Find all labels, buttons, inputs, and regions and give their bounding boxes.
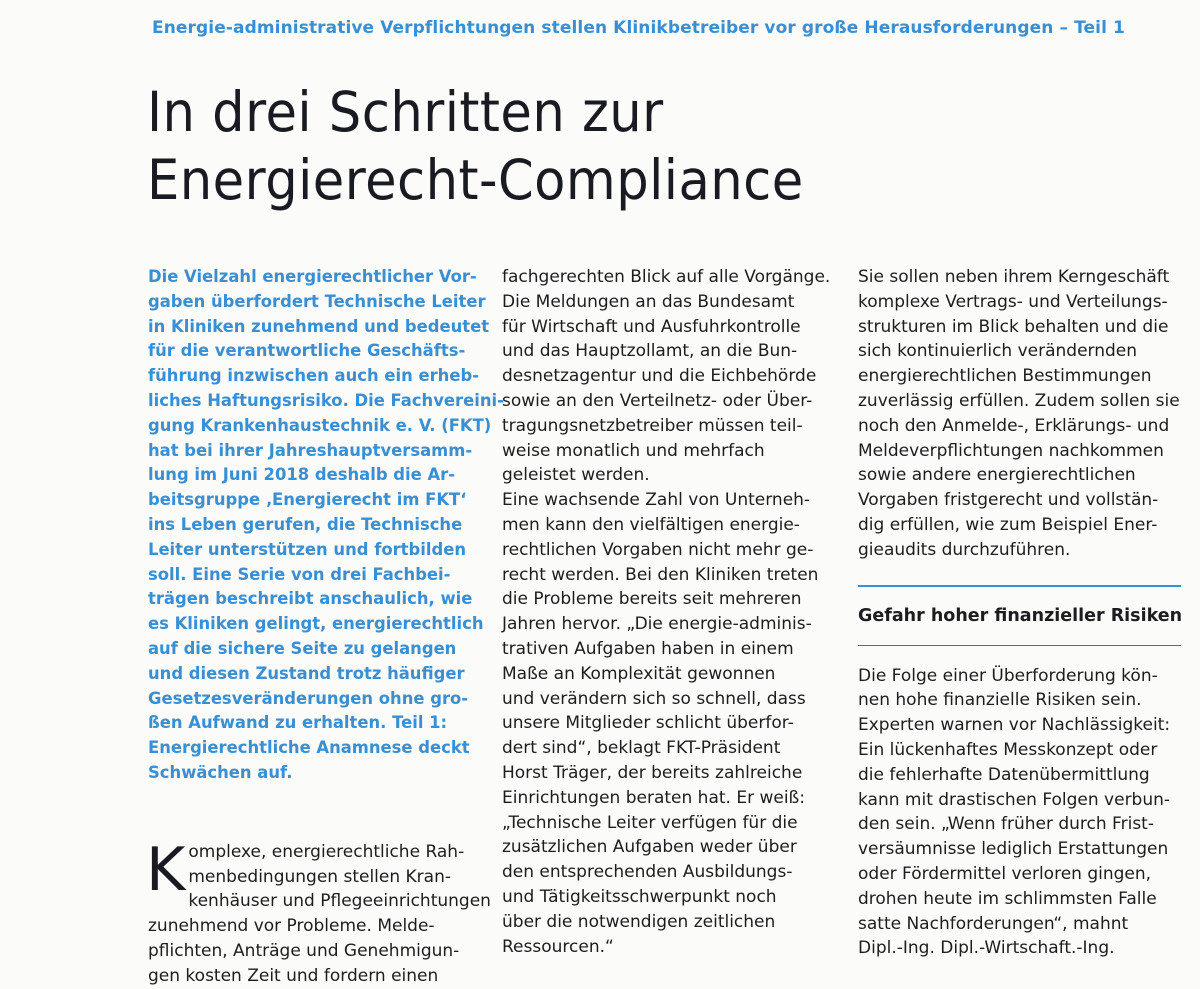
body-line: kann mit drastischen Folgen verbun- — [858, 789, 1171, 810]
body-line: nen hohe finanzielle Risiken sein. — [858, 690, 1142, 711]
body-line: den sein. „Wenn früher durch Frist- — [858, 814, 1154, 835]
body-line: gen kosten Zeit und fordern einen — [148, 965, 439, 986]
body-line: geleistet werden. — [502, 465, 650, 486]
body-line: zusätzlichen Aufgaben weder über — [502, 837, 797, 858]
body-line: strukturen im Blick behalten und die — [858, 316, 1169, 337]
body-line: menbedingungen stellen Kran- — [188, 866, 451, 887]
body-line: Meldeverpflichtungen nachkommen — [858, 440, 1164, 461]
body-line: dert sind“, beklagt FKT-Präsident — [502, 738, 781, 759]
body-line: men kann den vielfältigen energie- — [502, 514, 800, 535]
body-line: zuverlässig erfüllen. Zudem sollen sie — [858, 390, 1180, 411]
body-line: unsere Mitglieder schlicht überfor- — [502, 713, 794, 734]
body-paragraph-intro — [146, 834, 491, 989]
lead-line: gung Krankenhaustechnik e. V. (FKT) — [148, 415, 492, 435]
body-line: Einrichtungen beraten hat. Er weiß: — [502, 787, 805, 808]
lead-line: soll. Eine Serie von drei Fachbei- — [148, 564, 451, 584]
body-line: Ressourcen.“ — [502, 936, 614, 957]
body-line: sich kontinuierlich verändernden — [858, 341, 1138, 362]
lead-paragraph — [148, 265, 504, 786]
body-paragraph-risks — [858, 664, 1193, 962]
lead-line: liches Haftungsrisiko. Die Fachvereini- — [148, 390, 504, 410]
body-line: komplexe Vertrags- und Verteilungs- — [858, 291, 1168, 312]
lead-line: in Kliniken zunehmend und bedeutet — [148, 316, 490, 336]
body-line: noch den Anmelde-, Erklärungs- und — [858, 415, 1170, 436]
body-line: dig erfüllen, wie zum Beispiel Ener- — [858, 514, 1158, 535]
body-line: über die notwendigen zeitlichen — [502, 911, 776, 932]
body-line: Maße an Komplexität gewonnen — [502, 663, 776, 684]
lead-line: Schwächen auf. — [148, 762, 293, 782]
lead-line: ins Leben gerufen, die Technische — [148, 514, 463, 534]
lead-line: für die verantwortliche Geschäfts- — [148, 341, 466, 361]
body-line: die Probleme bereits seit mehreren — [502, 589, 802, 610]
body-line: trativen Aufgaben haben in einem — [502, 638, 794, 659]
body-line: omplexe, energierechtliche Rah- — [188, 841, 465, 862]
lead-line: Die Vielzahl energierechtlicher Vor- — [148, 267, 477, 286]
lead-line: gaben überfordert Technische Leiter — [148, 291, 486, 311]
body-line: Die Meldungen an das Bundesamt — [502, 291, 795, 312]
body-line: Dipl.-Ing. Dipl.-Wirtschaft.-Ing. — [858, 938, 1115, 959]
body-line: und verändern sich so schnell, dass — [502, 688, 806, 709]
body-line: weise monatlich und mehrfach — [502, 440, 765, 461]
drop-cap: K — [146, 834, 186, 905]
body-line: Eine wachsende Zahl von Unterneh- — [502, 490, 811, 511]
body-line: energierechtlichen Bestimmungen — [858, 366, 1152, 387]
column-3 — [858, 265, 1193, 961]
body-line: Ein lückenhaftes Messkonzept oder — [858, 739, 1158, 760]
body-line: drohen heute im schlimmsten Falle — [858, 888, 1157, 909]
article-headline — [147, 78, 804, 214]
lead-line: Gesetzesveränderungen ohne gro- — [148, 688, 469, 708]
lead-line: Energierechtliche Anamnese deckt — [148, 738, 470, 758]
body-line: pflichten, Anträge und Genehmigun- — [148, 940, 460, 961]
body-line: sowie andere energierechtlichen — [858, 465, 1136, 486]
body-line: oder Fördermittel verloren gingen, — [858, 863, 1152, 884]
lead-line: führung inzwischen auch ein erheb- — [148, 366, 479, 386]
body-line: den entsprechenden Ausbildungs- — [502, 862, 793, 883]
body-line: desnetzagentur und die Eichbehörde — [502, 366, 817, 387]
body-line: Horst Träger, der bereits zahlreiche — [502, 762, 803, 783]
body-line: recht werden. Bei den Kliniken treten — [502, 564, 819, 585]
section-divider-accent — [858, 585, 1181, 587]
lead-line: es Kliniken gelingt, energierechtlich — [148, 614, 484, 634]
lead-line: lung im Juni 2018 deshalb die Ar- — [148, 465, 456, 485]
lead-line: beitsgruppe ‚Energierecht im FKT‘ — [148, 490, 467, 510]
headline-line-1: In drei Schritten zur — [147, 80, 664, 144]
lead-line: und diesen Zustand trotz häufiger — [148, 663, 465, 683]
body-line: Die Folge einer Überforderung kön- — [858, 665, 1158, 686]
lead-line: Leiter unterstützen und fortbilden — [148, 539, 466, 559]
body-line: rechtlichen Vorgaben nicht mehr ge- — [502, 539, 814, 560]
headline-line-2: Energierecht-Compliance — [147, 148, 804, 212]
article-kicker: Energie-administrative Verpflichtungen stellen Klinikbetreiber vor große Herausforderungen – Teil 1 — [152, 18, 1125, 38]
lead-line: ßen Aufwand zu erhalten. Teil 1: — [148, 713, 448, 733]
body-line: fachgerechten Blick auf alle Vorgänge. — [502, 267, 831, 287]
body-line: die fehlerhafte Datenübermittlung — [858, 764, 1150, 785]
body-line: versäumnisse lediglich Erstattungen — [858, 839, 1169, 860]
body-line: gieaudits durchzuführen. — [858, 539, 1071, 560]
body-line: satte Nachforderungen“, mahnt — [858, 913, 1129, 934]
body-line: und Tätigkeitsschwerpunkt noch — [502, 886, 777, 907]
section-subheading: Gefahr hoher finanzieller Risiken — [858, 605, 1183, 626]
column-2 — [502, 265, 832, 959]
body-line: kenhäuser und Pflegeeinrichtungen — [188, 891, 491, 912]
body-line: Vorgaben fristgerecht und vollstän- — [858, 490, 1159, 511]
lead-line: hat bei ihrer Jahreshauptversamm- — [148, 440, 473, 460]
body-line: Experten warnen vor Nachlässigkeit: — [858, 715, 1171, 736]
lead-line: trägen beschreibt anschaulich, wie — [148, 589, 473, 609]
body-line: Sie sollen neben ihrem Kerngeschäft — [858, 267, 1170, 287]
body-line: zunehmend vor Probleme. Melde- — [148, 916, 435, 937]
lead-line: auf die sichere Seite zu gelangen — [148, 638, 457, 658]
section-divider — [858, 645, 1181, 646]
body-line: Jahren hervor. „Die energie-adminis- — [502, 614, 812, 635]
body-line: und das Hauptzollamt, an die Bun- — [502, 341, 798, 362]
body-line: tragungsnetzbetreiber müssen teil- — [502, 415, 803, 436]
column-1 — [146, 265, 504, 989]
body-line: sowie an den Verteilnetz- oder Über- — [502, 390, 813, 411]
body-line: für Wirtschaft und Ausfuhrkontrolle — [502, 316, 801, 337]
body-line: „Technische Leiter verfügen für die — [502, 812, 798, 833]
